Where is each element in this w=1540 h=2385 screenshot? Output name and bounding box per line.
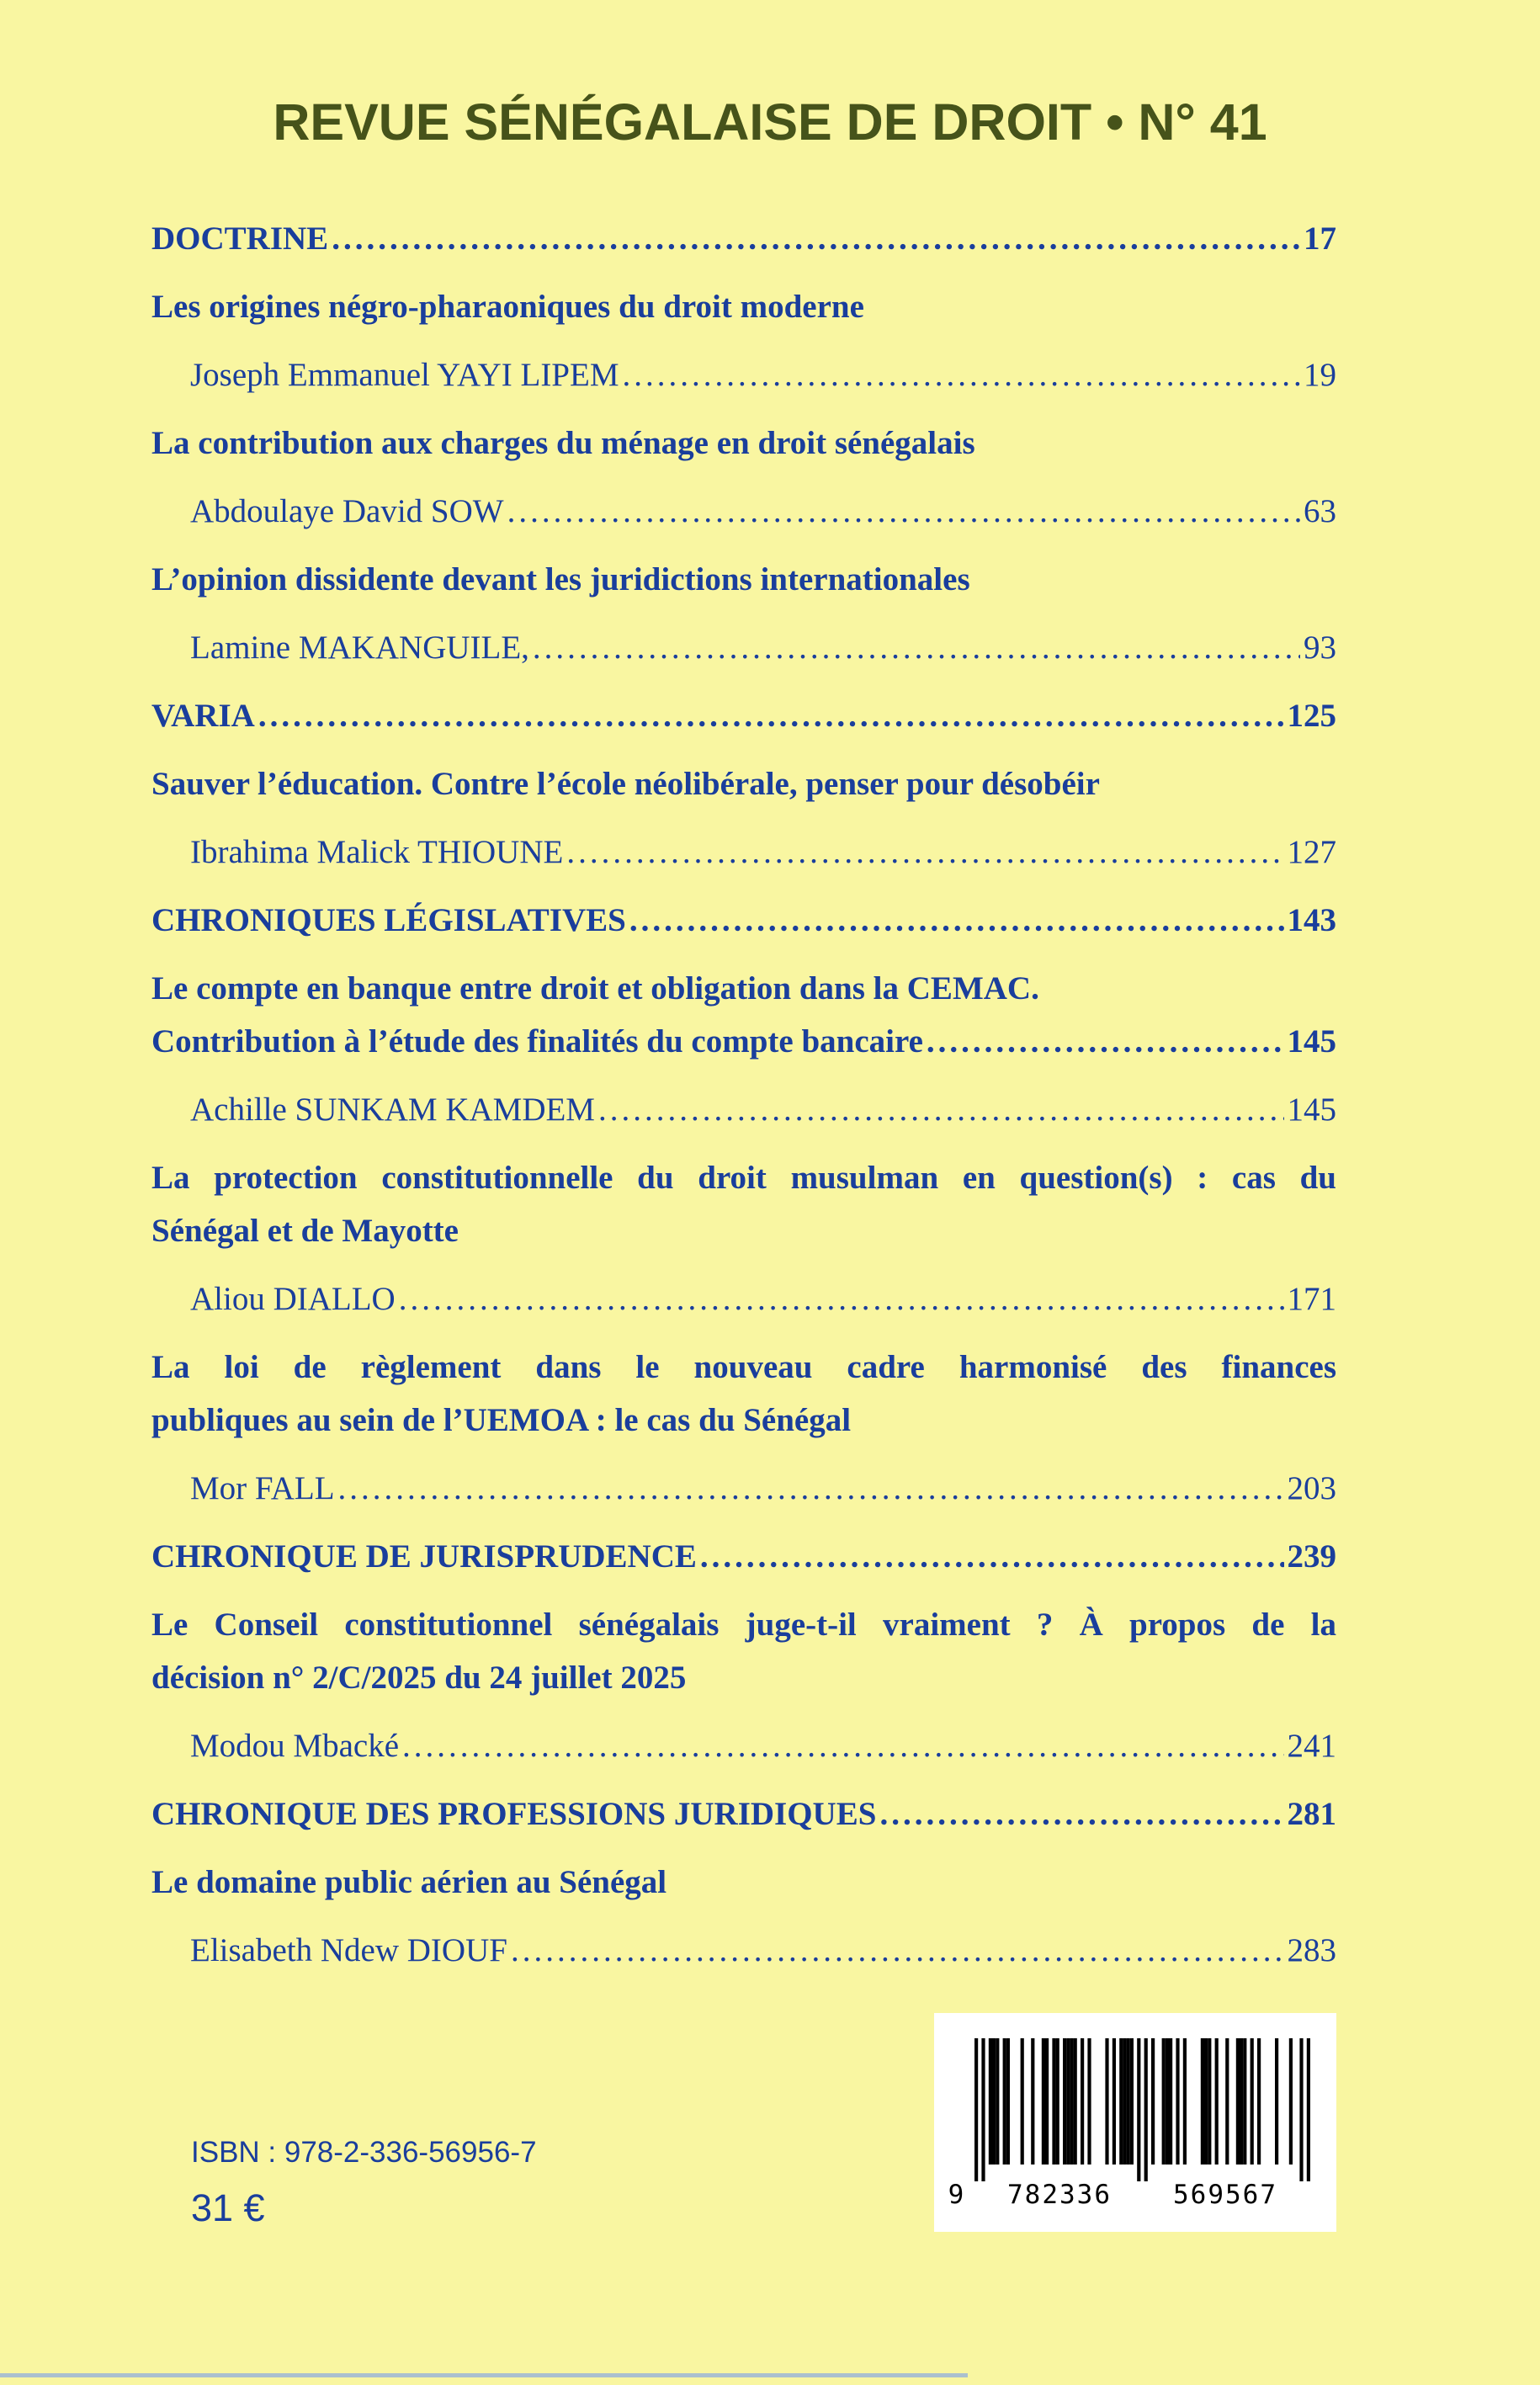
toc-entry-line: Le domaine public aérien au Sénégal	[151, 1864, 667, 1900]
toc-entry	[151, 280, 1336, 333]
table-of-contents	[151, 212, 1336, 1992]
toc-entry-label: Modou Mbacké	[190, 1728, 400, 1764]
toc-entry	[151, 962, 1336, 1068]
toc-entry	[151, 1787, 1336, 1841]
toc-entry-label: Elisabeth Ndew DIOUF	[190, 1932, 507, 1968]
toc-entry-label: CHRONIQUES LÉGISLATIVES	[151, 902, 626, 938]
toc-entry-label: Abdoulaye David SOW	[190, 493, 504, 529]
toc-entry	[151, 1924, 1336, 1977]
toc-entry	[151, 212, 1336, 265]
toc-entry	[151, 348, 1336, 401]
toc-entry-label: Achille SUNKAM KAMDEM	[190, 1092, 595, 1128]
toc-leader-dots	[927, 1015, 1284, 1068]
toc-leader-dots	[399, 1272, 1284, 1325]
toc-page-number: 127	[1287, 834, 1336, 870]
toc-page-number: 203	[1287, 1470, 1336, 1506]
toc-leader-dots	[623, 348, 1301, 401]
toc-leader-dots	[511, 1924, 1284, 1977]
toc-leader-dots	[402, 1719, 1283, 1772]
toc-leader-dots	[700, 1530, 1284, 1583]
toc-entry	[151, 1272, 1336, 1325]
toc-entry-label: CHRONIQUE DE JURISPRUDENCE	[151, 1538, 697, 1575]
toc-leader-dots	[598, 1083, 1284, 1136]
toc-entry-line: Le compte en banque entre droit et obligation dans la CEMAC.	[151, 970, 1039, 1007]
toc-entry-label: DOCTRINE	[151, 220, 329, 257]
toc-leader-dots	[566, 826, 1283, 879]
barcode	[934, 2013, 1336, 2232]
barcode-digit-group: 569567	[1173, 2180, 1277, 2210]
toc-entry	[151, 894, 1336, 947]
toc-entry-line: publiques au sein de l’UEMOA : le cas du Sénégal	[151, 1402, 852, 1438]
toc-page-number: 239	[1287, 1538, 1336, 1575]
toc-entry-label: Ibrahima Malick THIOUNE	[190, 834, 564, 870]
toc-entry-label: Mor FALL	[190, 1470, 335, 1506]
toc-leader-dots	[533, 621, 1300, 674]
toc-page-number: 241	[1287, 1728, 1336, 1764]
toc-entry	[151, 1719, 1336, 1772]
toc-entry-line: décision n° 2/C/2025 du 24 juillet 2025	[151, 1660, 687, 1696]
toc-entry-line: Les origines négro-pharaoniques du droit moderne	[151, 289, 864, 325]
toc-entry	[151, 1598, 1336, 1704]
toc-entry-line: Sauver l’éducation. Contre l’école néolibérale, penser pour désobéir	[151, 766, 1100, 802]
toc-page-number: 145	[1287, 1023, 1336, 1060]
toc-entry	[151, 1151, 1336, 1257]
toc-leader-dots	[879, 1787, 1283, 1841]
toc-entry	[151, 621, 1336, 674]
toc-leader-dots	[507, 485, 1300, 538]
toc-entry	[151, 485, 1336, 538]
toc-entry	[151, 417, 1336, 470]
toc-entry	[151, 826, 1336, 879]
toc-entry	[151, 553, 1336, 606]
journal-title: REVUE SÉNÉGALAISE DE DROIT • N° 41	[273, 93, 1267, 151]
toc-entry-line: La loi de règlement dans le nouveau cadre harmonisé des finances	[151, 1349, 1336, 1385]
toc-leader-dots	[332, 212, 1300, 265]
toc-entry-label: Aliou DIALLO	[190, 1281, 396, 1317]
toc-page-number: 145	[1287, 1092, 1336, 1128]
toc-entry-line: L’opinion dissidente devant les juridictions internationales	[151, 561, 970, 598]
toc-entry-label: Joseph Emmanuel YAYI LIPEM	[190, 357, 619, 393]
toc-page-number: 93	[1304, 629, 1336, 666]
toc-entry-line: Sénégal et de Mayotte	[151, 1213, 459, 1249]
toc-entry	[151, 1462, 1336, 1515]
barcode-digit-group: 9	[948, 2180, 966, 2210]
toc-page-number: 171	[1287, 1281, 1336, 1317]
toc-entry	[151, 1341, 1336, 1447]
toc-leader-dots	[338, 1462, 1284, 1515]
toc-entry-line: La contribution aux charges du ménage en droit sénégalais	[151, 425, 975, 461]
bottom-edge-line	[0, 2373, 968, 2377]
toc-entry-label: Contribution à l’étude des finalités du compte bancaire	[151, 1023, 923, 1060]
toc-entry-line: La protection constitutionnelle du droit musulman en question(s) : cas du	[151, 1160, 1336, 1196]
toc-page-number: 17	[1304, 220, 1336, 257]
toc-entry	[151, 689, 1336, 742]
toc-entry	[151, 1856, 1336, 1909]
toc-page-number: 283	[1287, 1932, 1336, 1968]
toc-entry-line: Le Conseil constitutionnel sénégalais juge-t-il vraiment ? À propos de la	[151, 1607, 1336, 1643]
toc-page-number: 125	[1287, 698, 1336, 734]
toc-page-number: 19	[1304, 357, 1336, 393]
toc-leader-dots	[258, 689, 1284, 742]
toc-page-number: 63	[1304, 493, 1336, 529]
toc-entry-label: Lamine MAKANGUILE,	[190, 629, 529, 666]
toc-page-number: 143	[1287, 902, 1336, 938]
isbn-text: ISBN : 978-2-336-56956-7	[191, 2136, 537, 2169]
toc-entry-label: VARIA	[151, 698, 255, 734]
barcode-digit-group: 782336	[1007, 2180, 1112, 2210]
toc-entry	[151, 1530, 1336, 1583]
toc-entry-label: CHRONIQUE DES PROFESSIONS JURIDIQUES	[151, 1796, 877, 1832]
toc-page-number: 281	[1287, 1796, 1336, 1832]
toc-leader-dots	[629, 894, 1284, 947]
isbn-block	[191, 2136, 537, 2230]
price-text: 31 €	[191, 2186, 265, 2229]
barcode-bars	[946, 2033, 1325, 2212]
toc-entry	[151, 757, 1336, 810]
toc-entry	[151, 1083, 1336, 1136]
